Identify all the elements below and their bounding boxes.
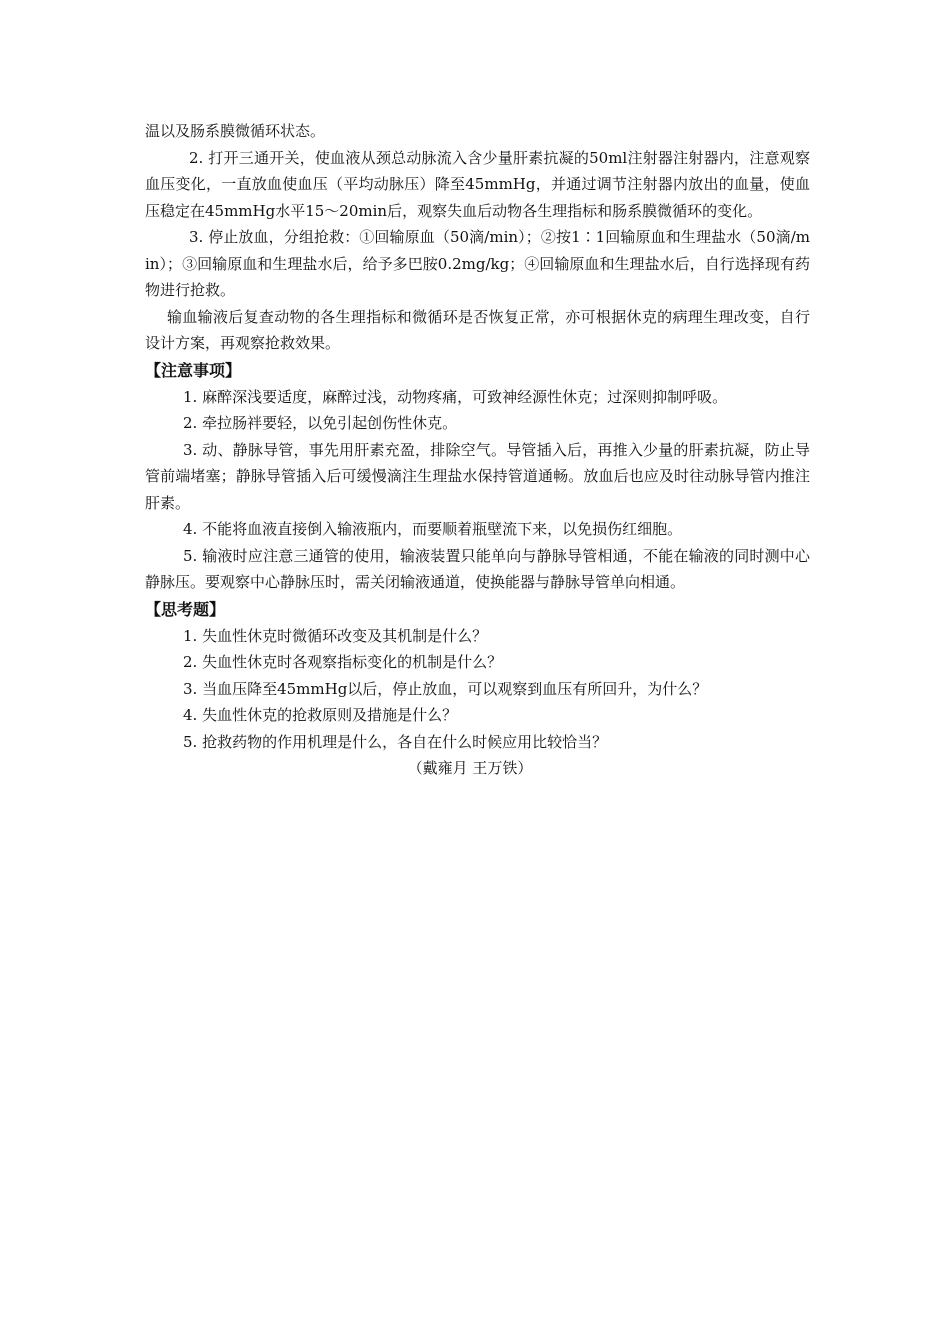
question-item: 3. 当血压降至45mmHg以后，停止放血，可以观察到血压有所回升，为什么？ — [183, 679, 708, 698]
procedure-step-2: 2. 打开三通开关，使血液从颈总动脉流入含少量肝素抗凝的50ml注射器注射器内，注意观察血压变化，一直放血使血压（平均动脉压）降至45mmHg，并通过调节注射器内放出的血量，使血压稳定在45mmHg水平15～20min后，观察失血后动物各生理指标和肠系膜微循环的变化。 — [145, 148, 810, 220]
question-item: 5. 抢救药物的作用机理是什么，各自在什么时候应用比较恰当？ — [183, 732, 608, 751]
notes-heading: 【注意事项】 — [145, 360, 242, 380]
author-signature: （戴雍月 王万铁） — [407, 759, 533, 777]
notes-item: 5. 输液时应注意三通管的使用，输液装置只能单向与静脉导管相通，不能在输液的同时测中心静脉压。要观察中心静脉压时，需关闭输液通道，使换能器与静脉导管单向相通。 — [145, 546, 810, 591]
questions-heading: 【思考题】 — [145, 599, 226, 619]
procedure-followup: 输血输液后复查动物的各生理指标和微循环是否恢复正常，亦可根据休克的病理生理改变，自行设计方案，再观察抢救效果。 — [145, 307, 810, 352]
notes-item: 4. 不能将血液直接倒入输液瓶内，而要顺着瓶壁流下来，以免损伤红细胞。 — [183, 520, 683, 538]
question-item: 2. 失血性休克时各观察指标变化的机制是什么？ — [183, 653, 503, 671]
document-page — [145, 118, 810, 782]
notes-item: 2. 牵拉肠袢要轻，以免引起创伤性休克。 — [183, 414, 458, 432]
procedure-step-3: 3. 停止放血，分组抢救：①回输原血（50滴/min）；②按1∶1回输原血和生理盐水（50滴/min）；③回输原血和生理盐水后，给予多巴胺0.2mg/kg；④回输原血和生理盐水后，自行选择现有药物进行抢救。 — [145, 228, 810, 299]
question-item: 1. 失血性休克时微循环改变及其机制是什么？ — [183, 626, 488, 645]
notes-item: 1. 麻醉深浅要适度，麻醉过浅，动物疼痛，可致神经源性休克；过深则抑制呼吸。 — [183, 387, 728, 406]
notes-item: 3. 动、静脉导管，事先用肝素充盈，排除空气。导管插入后，再推入少量的肝素抗凝，防止导管前端堵塞；静脉导管插入后可缓慢滴注生理盐水保持管道通畅。放血后也应及时往动脉导管内推注肝素。 — [145, 440, 810, 512]
procedure-intro-tail: 温以及肠系膜微循环状态。 — [145, 122, 326, 140]
question-item: 4. 失血性休克的抢救原则及措施是什么？ — [183, 706, 458, 724]
